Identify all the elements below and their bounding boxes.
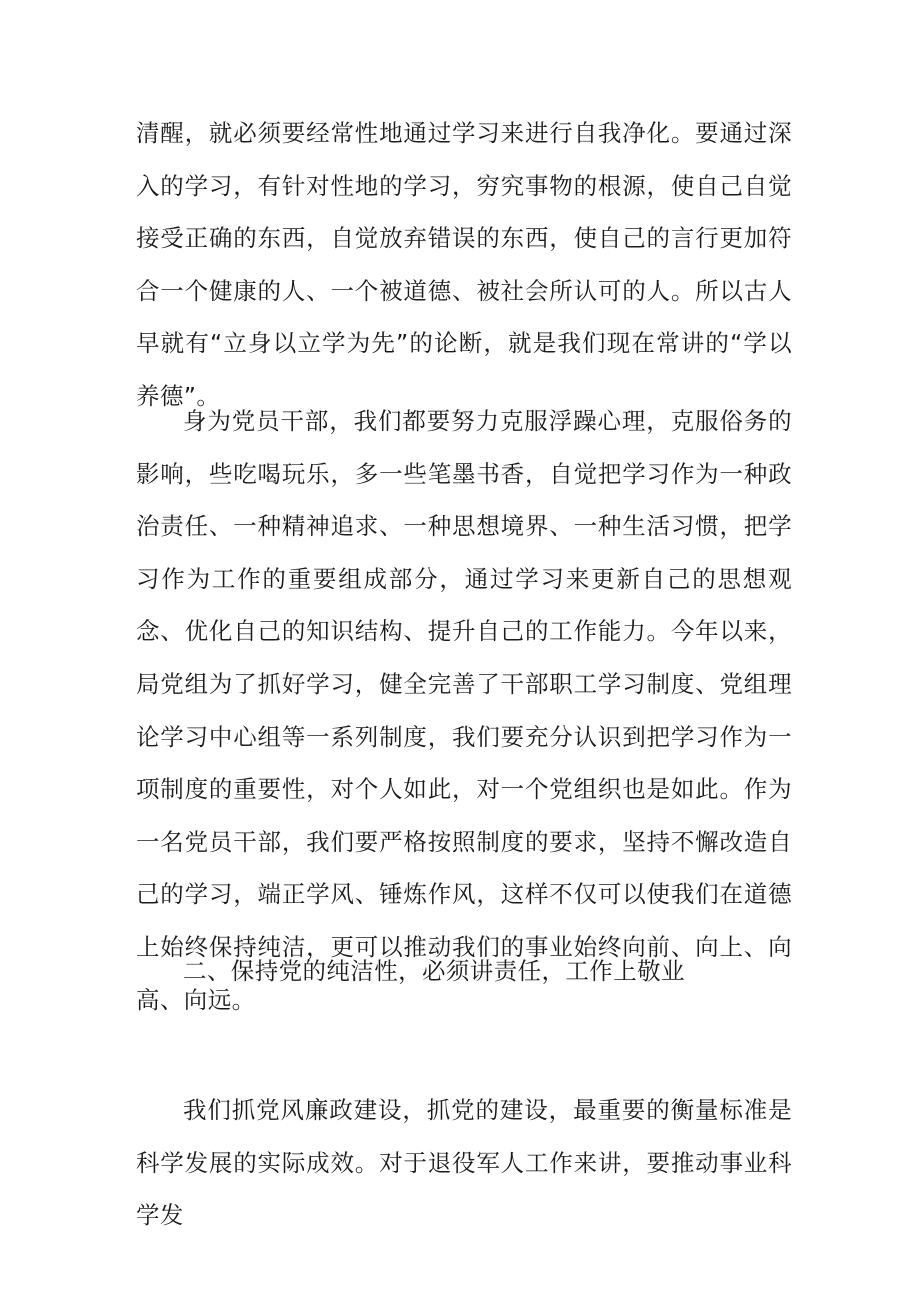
paragraph-study: 身为党员干部，我们都要努力克服浮躁心理，克服俗务的影响，些吃喝玩乐，多一些笔墨书香，自觉把学习作为一种政治责任、一种精神追求、一种思想境界、一种生活习惯，把学习作为工作的重要组成部分，通过学习来更新自己的思想观念、优化自己的知识结构、提升自己的工作能力。今年以来，局党组为了抓好学习，健全完善了干部职工学习制度、党组理论学习中心组等一系列制度，我们要充分认识到把学习作为一项制度的重要性，对个人如此，对一个党组织也是如此。作为一名党员干部，我们要严格按照制度的要求，坚持不懈改造自己的学习，端正学风、锤炼作风，这样不仅可以使我们在道德上始终保持纯洁，更可以推动我们的事业始终向前、向上、向高、向远。 — [136, 407, 792, 1014]
paragraph-responsibility: 我们抓党风廉政建设，抓党的建设，最重要的衡量标准是科学发展的实际成效。对于退役军人工作来讲，要推动事业科学发 — [136, 1096, 792, 1230]
paragraph-continuation: 清醒，就必须要经常性地通过学习来进行自我净化。要通过深入的学习，有针对性地的学习，穷究事物的根源，使自己自觉接受正确的东西，自觉放弃错误的东西，使自己的言行更加符合一个健康的人、一个被道德、被社会所认可的人。所以古人早就有“立身以立学为先”的论断，就是我们现在常讲的“学以养德”。 — [136, 119, 792, 410]
section-heading-2: 二、保持党的纯洁性，必须讲责任，工作上敬业 — [183, 957, 685, 985]
